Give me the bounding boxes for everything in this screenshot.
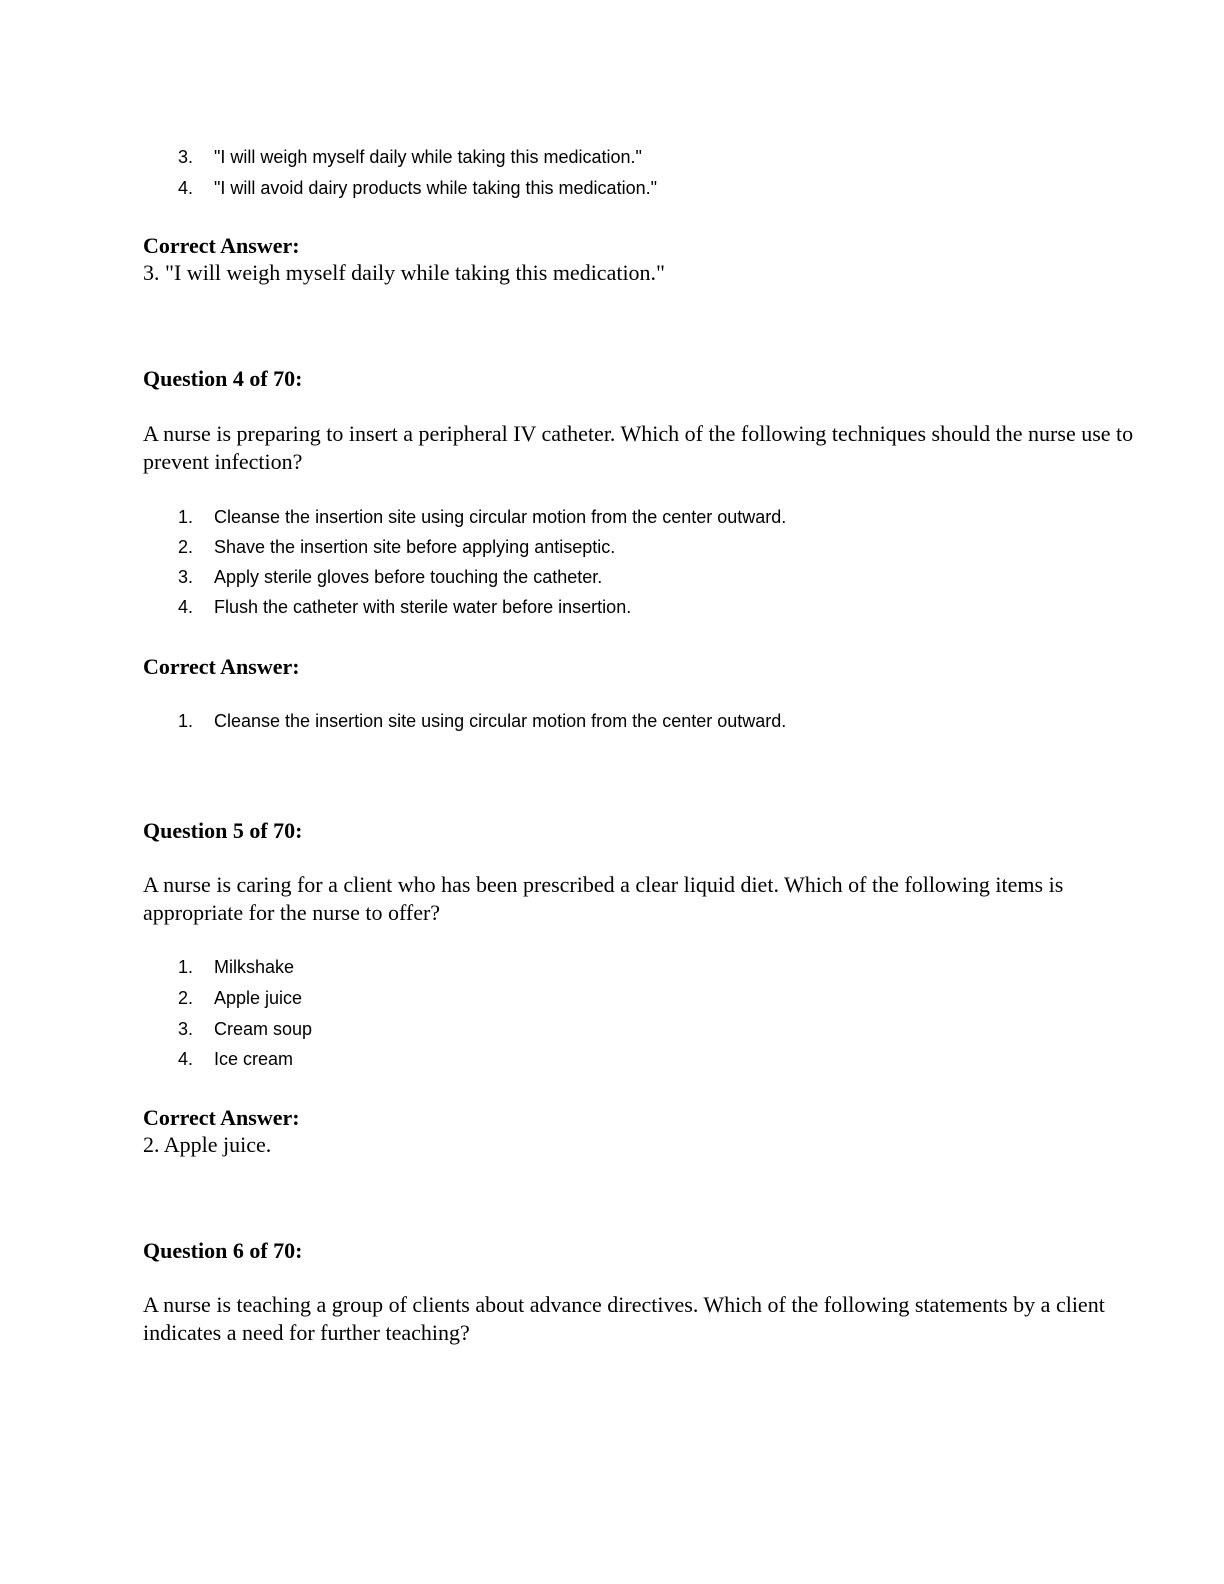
question-prompt: A nurse is teaching a group of clients about advance directives. Which of the following statements by a client indicates a need for further teaching? <box>143 1292 1105 1345</box>
option-number: 3. <box>178 147 194 167</box>
option-text: Apply sterile gloves before touching the catheter. <box>214 567 603 587</box>
option-number: 2. <box>178 988 194 1008</box>
option-text: Cleanse the insertion site using circular motion from the center outward. <box>214 507 787 527</box>
option-number: 1. <box>178 957 194 977</box>
option-text: Milkshake <box>214 957 295 977</box>
question-prompt: A nurse is caring for a client who has been prescribed a clear liquid diet. Which of the following items is appropriate for the nurse to offer? <box>143 872 1064 925</box>
question-heading: Question 4 of 70: <box>143 366 303 391</box>
option-number: 4. <box>178 597 194 617</box>
question-heading: Question 5 of 70: <box>143 818 303 843</box>
option-text: Flush the catheter with sterile water before insertion. <box>214 597 632 617</box>
option-text: Shave the insertion site before applying antiseptic. <box>214 537 616 557</box>
option-number: 2. <box>178 537 194 557</box>
correct-answer-text: 3. "I will weigh myself daily while taking this medication." <box>143 260 666 285</box>
option-number: 4. <box>178 178 194 198</box>
option-text: Apple juice <box>214 988 303 1008</box>
question-heading: Question 6 of 70: <box>143 1238 303 1263</box>
correct-answer-label: Correct Answer: <box>143 1105 300 1130</box>
answer-text: Cleanse the insertion site using circular motion from the center outward. <box>214 711 787 731</box>
option-number: 1. <box>178 507 194 527</box>
question-prompt: A nurse is preparing to insert a peripheral IV catheter. Which of the following techniques should the nurse use to prevent infection? <box>143 421 1134 474</box>
correct-answer-text: 2. Apple juice. <box>143 1132 272 1157</box>
answer-number: 1. <box>178 711 194 731</box>
option-text: Ice cream <box>214 1049 294 1069</box>
correct-answer-label: Correct Answer: <box>143 654 300 679</box>
option-number: 4. <box>178 1049 194 1069</box>
option-text: Cream soup <box>214 1019 313 1039</box>
option-number: 3. <box>178 567 194 587</box>
option-text: "I will avoid dairy products while taking this medication." <box>214 178 657 198</box>
option-number: 3. <box>178 1019 194 1039</box>
option-text: "I will weigh myself daily while taking this medication." <box>214 147 642 167</box>
correct-answer-label: Correct Answer: <box>143 233 300 258</box>
